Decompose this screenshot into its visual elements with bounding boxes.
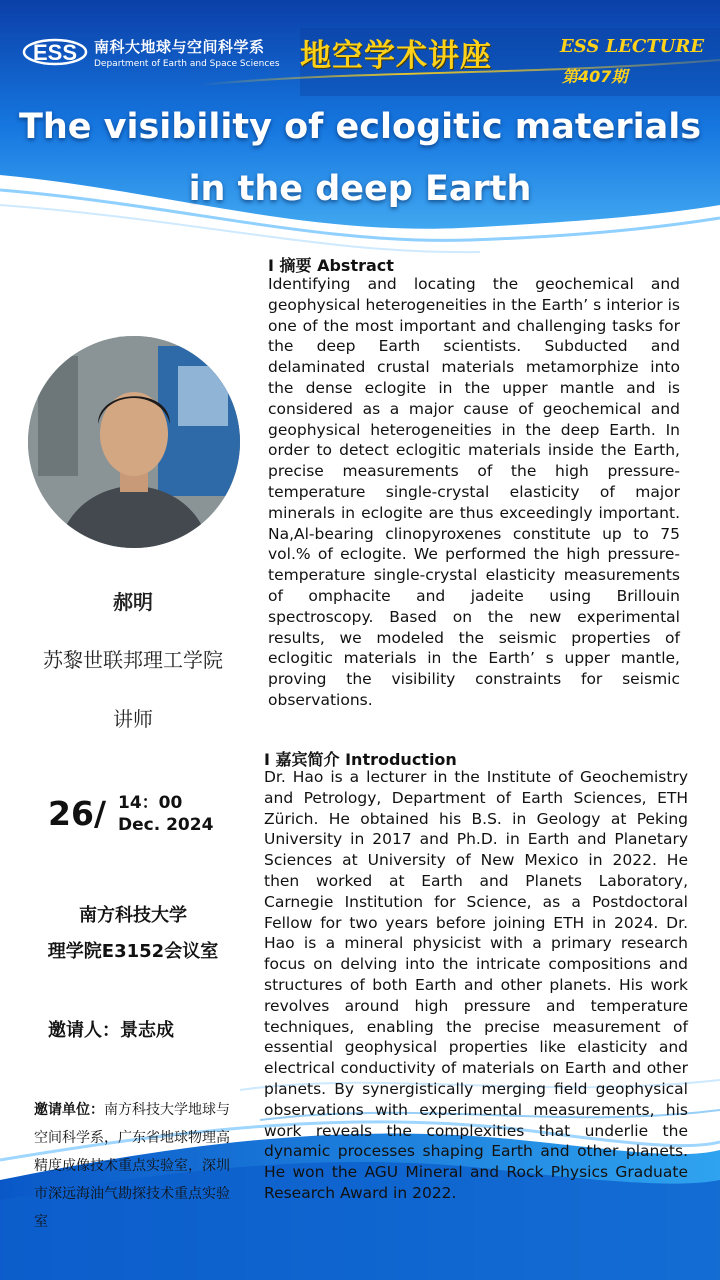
venue <box>18 898 248 970</box>
department-logo <box>22 30 280 74</box>
introduction-heading: I 嘉宾简介 Introduction <box>264 750 457 769</box>
speaker-affiliation: 苏黎世联邦理工学院 <box>43 648 223 672</box>
date-day: 26 <box>48 794 94 833</box>
series-title-cn: 地空学术讲座 <box>300 38 492 74</box>
speaker-portrait-image <box>28 336 240 548</box>
start-time: 14：00 <box>118 793 183 813</box>
date-separator: / <box>94 794 107 833</box>
month-year: Dec. 2024 <box>118 815 214 835</box>
inviter: 邀请人：景志成 <box>48 1020 174 1041</box>
svg-text:ESS: ESS <box>32 40 78 65</box>
department-name-cn: 南科大地球与空间科学系 <box>94 37 265 56</box>
ess-logo-icon <box>22 30 88 74</box>
department-name-en: Department of Earth and Space Sciences <box>94 58 280 69</box>
speaker-photo <box>28 336 240 548</box>
title-line-1: The visibility of eclogitic materials <box>18 107 702 147</box>
series-title-en: ESS LECTURE <box>560 36 705 57</box>
issue-number: 第407期 <box>562 67 628 86</box>
lecture-series <box>300 30 705 86</box>
lecture-title <box>0 96 720 220</box>
speaker-name: 郝明 <box>113 590 153 614</box>
date-time <box>118 792 213 836</box>
abstract-body: Identifying and locating the geochemical and geophysical heterogeneities in the Earth’ s interior is one of the most important and challenging tasks for the deep Earth scientists. Subducted and delaminated crustal materials metamorphize into the dense eclogite in the upper mantle and is considered as a major cause of geochemical and geophysical heterogeneities in the deep Earth. In order to detect eclogitic materials inside the Earth, precise measurements of the high pressure-temperature single-crystal elasticity of major minerals in eclogite are thus exceedingly important. Na,Al-bearing clinopyroxenes constitute up to 75 vol.% of eclogite. We performed the high pressure-temperature single-crystal elasticity measurements of omphacite and jadeite using Brillouin spectroscopy. Based on the new experimental results, we modeled the seismic properties of eclogitic materials in the Earth’ s upper mantle, proving the visibility constraints for seismic observations. <box>268 275 680 709</box>
speaker-role: 讲师 <box>113 707 153 731</box>
host-organizations <box>34 1096 234 1236</box>
introduction-body: Dr. Hao is a lecturer in the Institute of Geochemistry and Petrology, Department of Earth Sciences, ETH Zürich. He obtained his B.S. in Geology at Peking University in 2017 and Ph.D. in Earth and Planetary Sciences at University of New Mexico in 2022. He then worked at Earth and Planets Laboratory, Carnegie Institution for Science, as a Postdoctoral Fellow for two years before joining ETH in 2024. Dr. Hao is a mineral physicist with a primary research focus on delving into the intricate compositions and structures of both Earth and other planets. His work revolves around high pressure and temperature techniques, enabling the precise measurement of essential geophysical properties like elasticity and electrical conductivity of materials on Earth and other planets. By synergistically merging field geophysical observations with experimental measurements, his work reveals the complexities that underlie the dynamic processes shaping Earth and other planets. He won the AGU Mineral and Rock Physics Graduate Research Award in 2022. <box>264 768 688 1202</box>
venue-line-1: 南方科技大学 <box>79 905 187 926</box>
abstract-heading: I 摘要 Abstract <box>268 256 394 275</box>
host-label: 邀请单位： <box>34 1102 104 1118</box>
host-text: 南方科技大学地球与空间科学系，广东省地球物理高精度成像技术重点实验室，深圳市深远海油气勘探技术重点实验室 <box>34 1102 230 1230</box>
title-line-2: in the deep Earth <box>188 169 532 209</box>
venue-line-2: 理学院E3152会议室 <box>47 941 219 962</box>
